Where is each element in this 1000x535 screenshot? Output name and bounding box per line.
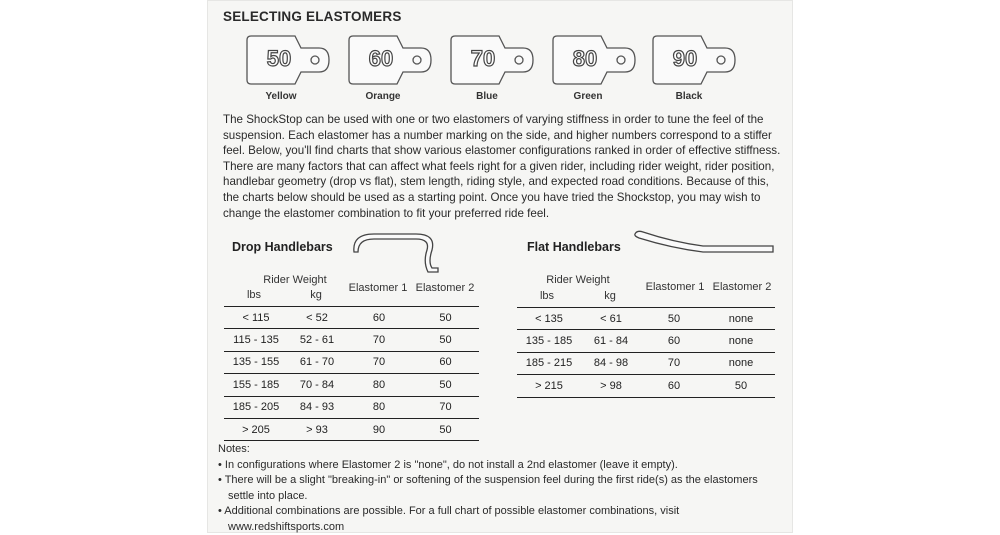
elastomer-tag-60: [347, 34, 433, 86]
lbs-cell: 135 - 155: [224, 351, 288, 373]
elastomer2-cell: 50: [412, 418, 479, 440]
kg-cell: 61 - 70: [288, 351, 346, 373]
drop-lbs-header: lbs: [234, 289, 274, 301]
kg-cell: 61 - 84: [581, 330, 641, 352]
lbs-cell: 185 - 215: [517, 352, 581, 374]
kg-cell: 70 - 84: [288, 374, 346, 396]
kg-cell: > 93: [288, 418, 346, 440]
elastomer-number: 80: [555, 46, 615, 72]
elastomer2-cell: none: [707, 352, 775, 374]
elastomer-tag-70: [449, 34, 535, 86]
elastomer1-cell: 90: [346, 418, 412, 440]
elastomer-number: 90: [655, 46, 715, 72]
note-item: • Additional combinations are possible. For a full chart of possible elastomer combinations, visit: [218, 504, 788, 520]
table-row: [517, 352, 775, 374]
table-row: [224, 351, 479, 373]
flat-handlebars-table: [517, 307, 775, 398]
table-row: [224, 307, 479, 329]
elastomer2-cell: none: [707, 330, 775, 352]
flat-kg-header: kg: [590, 290, 630, 302]
table-row: [517, 375, 775, 397]
lbs-cell: 155 - 185: [224, 374, 288, 396]
elastomer2-cell: none: [707, 308, 775, 330]
lbs-cell: 115 - 135: [224, 329, 288, 351]
elastomer-color-label: Black: [644, 91, 734, 102]
kg-cell: < 61: [581, 308, 641, 330]
elastomer-tag-50: [245, 34, 331, 86]
drop-rider-weight-header: Rider Weight: [250, 274, 340, 286]
flat-rider-weight-header: Rider Weight: [533, 274, 623, 286]
note-item: • In configurations where Elastomer 2 is "none", do not install a 2nd elastomer (leave it empty).: [218, 458, 788, 474]
lbs-cell: 185 - 205: [224, 396, 288, 418]
drop-elastomer1-header: Elastomer 1: [343, 282, 413, 294]
elastomer2-cell: 70: [412, 396, 479, 418]
elastomer-color-label: Orange: [338, 91, 428, 102]
lbs-cell: > 215: [517, 375, 581, 397]
elastomer1-cell: 60: [641, 375, 707, 397]
drop-handlebar-icon: [346, 228, 446, 274]
notes-label: Notes:: [218, 442, 788, 458]
flat-handlebar-icon: [633, 228, 779, 254]
kg-cell: > 98: [581, 375, 641, 397]
elastomer2-cell: 50: [412, 307, 479, 329]
flat-lbs-header: lbs: [527, 290, 567, 302]
flat-elastomer1-header: Elastomer 1: [640, 281, 710, 293]
table-row: [517, 330, 775, 352]
lbs-cell: 135 - 185: [517, 330, 581, 352]
elastomer2-cell: 50: [412, 329, 479, 351]
elastomer-number: 70: [453, 46, 513, 72]
elastomer1-cell: 50: [641, 308, 707, 330]
elastomer-tag-80: [551, 34, 637, 86]
drop-elastomer2-header: Elastomer 2: [410, 282, 480, 294]
drop-handlebars-table: [224, 306, 479, 441]
website-link[interactable]: www.redshiftsports.com: [218, 520, 788, 535]
table-row: [224, 396, 479, 418]
elastomer-color-label: Green: [543, 91, 633, 102]
elastomer1-cell: 70: [641, 352, 707, 374]
table-row: [517, 308, 775, 330]
lbs-cell: < 115: [224, 307, 288, 329]
flat-elastomer2-header: Elastomer 2: [707, 281, 777, 293]
lbs-cell: < 135: [517, 308, 581, 330]
intro-paragraph: [223, 112, 781, 221]
elastomer1-cell: 60: [346, 307, 412, 329]
elastomer-color-label: Yellow: [236, 91, 326, 102]
drop-handlebars-title: Drop Handlebars: [232, 240, 333, 254]
flat-handlebars-title: Flat Handlebars: [527, 240, 621, 254]
notes-section: [218, 442, 788, 535]
elastomer2-cell: 50: [707, 375, 775, 397]
elastomer1-cell: 60: [641, 330, 707, 352]
elastomer-number: 50: [249, 46, 309, 72]
elastomer1-cell: 80: [346, 374, 412, 396]
note-item: • There will be a slight "breaking-in" or softening of the suspension feel during the first ride(s) as the elastomers: [218, 473, 788, 489]
note-item-continued: settle into place.: [218, 489, 788, 505]
elastomer-color-label: Blue: [442, 91, 532, 102]
table-row: [224, 374, 479, 396]
kg-cell: 84 - 98: [581, 352, 641, 374]
section-heading: SELECTING ELASTOMERS: [223, 9, 402, 24]
elastomer1-cell: 80: [346, 396, 412, 418]
kg-cell: < 52: [288, 307, 346, 329]
table-row: [224, 329, 479, 351]
elastomer2-cell: 50: [412, 374, 479, 396]
elastomer2-cell: 60: [412, 351, 479, 373]
kg-cell: 52 - 61: [288, 329, 346, 351]
lbs-cell: > 205: [224, 418, 288, 440]
elastomer-number: 60: [351, 46, 411, 72]
intro-text: The ShockStop can be used with one or two elastomers of varying stiffness in order to tune the feel of the suspension. Each elastomer has a number marking on the side, and higher numbers correspond to a stiffer feel. Below, you'll find charts that show various elastomer configurations ranked in order of effective stiffness. There are many factors that can affect what feels right for a given rider, including rider weight, rider position, handlebar geometry (drop vs flat), stem length, riding style, and expected road conditions. Because of this, the charts below should be used as a starting point. Once you have tried the Shockstop, you may wish to change the elastomer combination to fit your preferred ride feel.: [223, 112, 781, 221]
drop-kg-header: kg: [296, 289, 336, 301]
elastomer1-cell: 70: [346, 351, 412, 373]
elastomer-tag-90: [651, 34, 737, 86]
table-row: [224, 418, 479, 440]
kg-cell: 84 - 93: [288, 396, 346, 418]
elastomer1-cell: 70: [346, 329, 412, 351]
